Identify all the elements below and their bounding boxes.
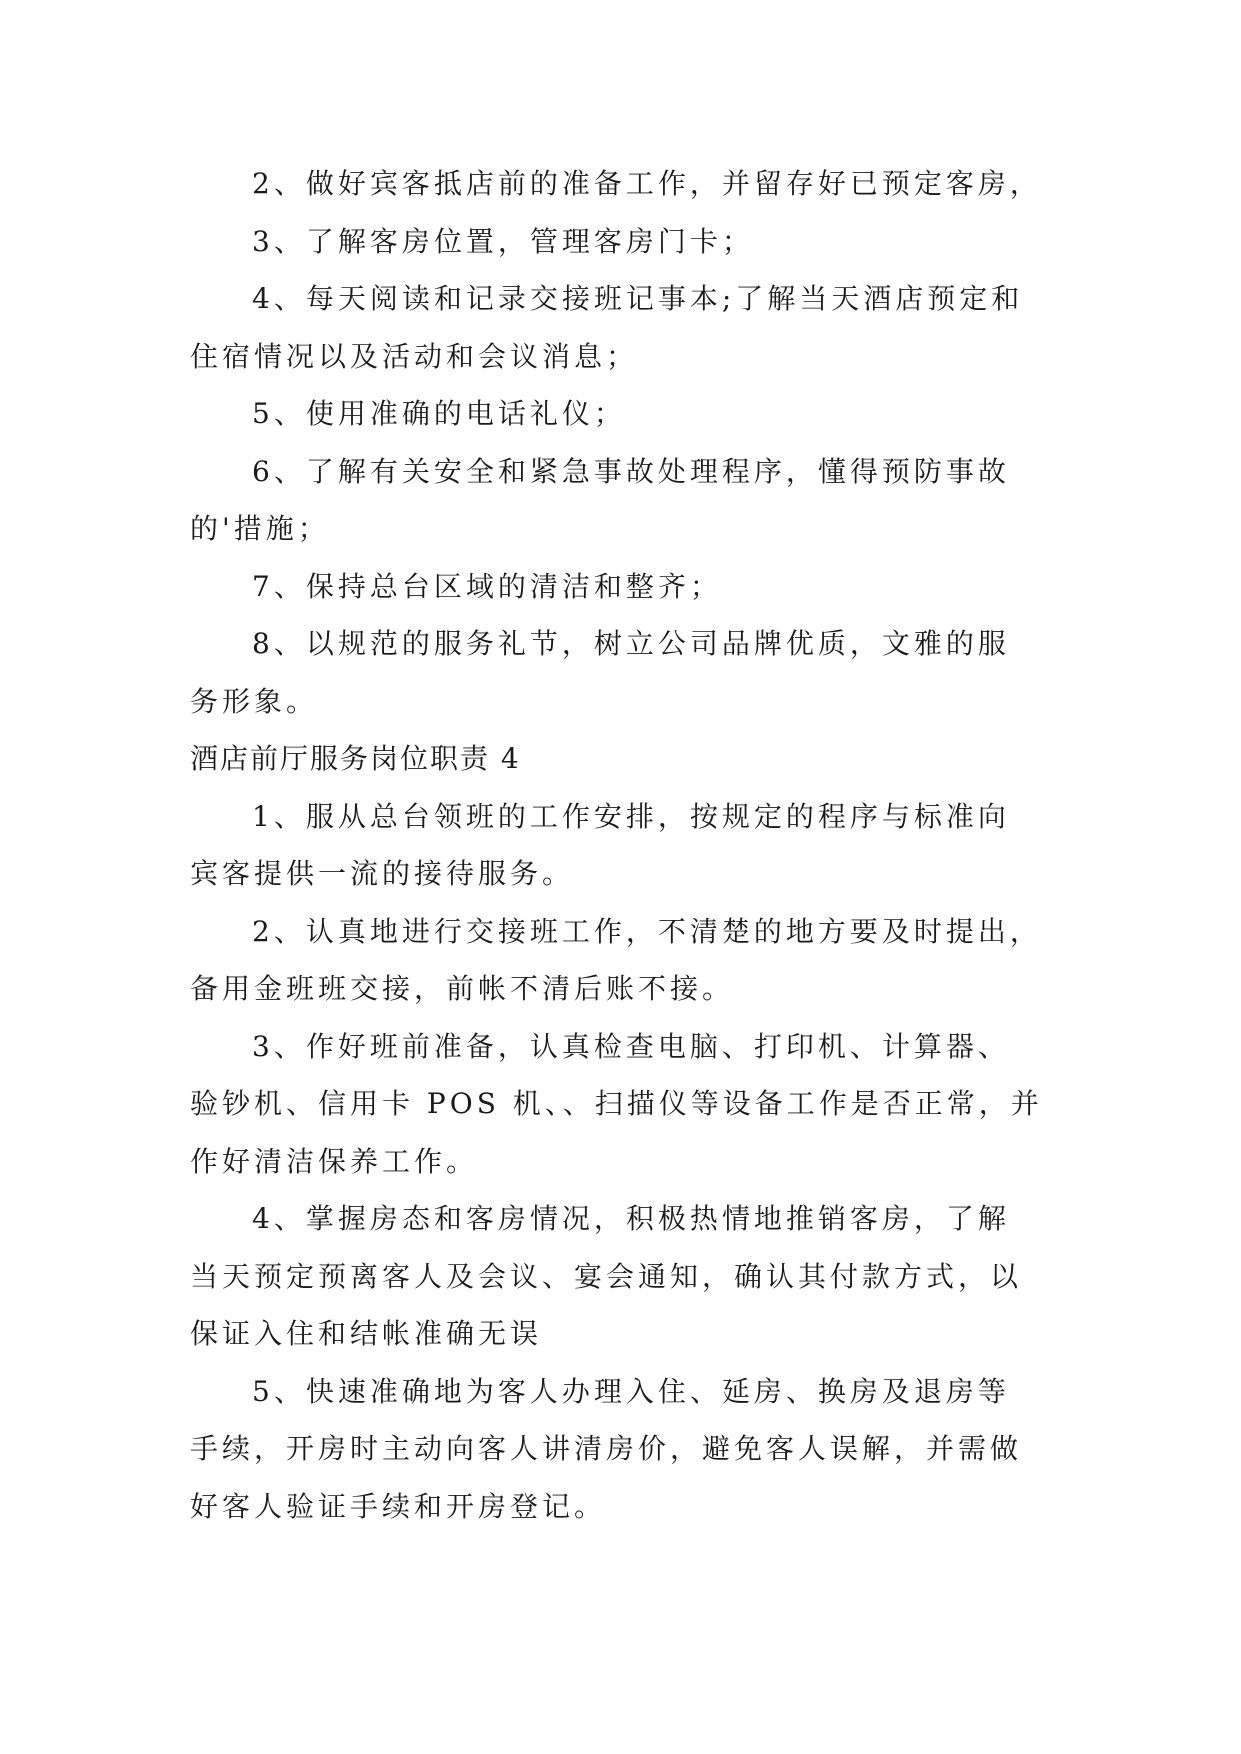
- paragraph-line: 3、作好班前准备，认真检查电脑、打印机、计算器、: [252, 1029, 1010, 1063]
- paragraph-8: [190, 615, 1060, 730]
- paragraph-4b: [190, 1190, 1060, 1363]
- paragraph-line: 1、服从总台领班的工作安排，按规定的程序与标准向: [252, 799, 1010, 833]
- paragraph-7: [190, 558, 1060, 616]
- paragraph-line: 4、掌握房态和客房情况，积极热情地推销客房，了解: [252, 1202, 1010, 1235]
- paragraph-line: 作好清洁保养工作。: [190, 1144, 479, 1178]
- paragraph-line: 4、每天阅读和记录交接班记事本;了解当天酒店预定和: [252, 282, 1024, 315]
- paragraph-2: [190, 155, 1060, 213]
- paragraph-4: [190, 270, 1060, 385]
- paragraph-line: 务形象。: [190, 684, 319, 718]
- paragraph-line: 7、保持总台区域的清洁和整齐；: [252, 569, 722, 603]
- paragraph-line: 2、做好宾客抵店前的准备工作，并留存好已预定客房，: [252, 167, 1042, 200]
- paragraph-line: 2、认真地进行交接班工作，不清楚的地方要及时提出，: [252, 914, 1042, 948]
- document-body: [190, 155, 1060, 1535]
- paragraph-line: 好客人验证手续和开房登记。: [190, 1489, 607, 1523]
- paragraph-line: 当天预定预离客人及会议、宴会通知，确认其付款方式，以: [190, 1259, 1023, 1293]
- paragraph-line: 8、以规范的服务礼节，树立公司品牌优质，文雅的服: [252, 627, 1010, 660]
- paragraph-1: [190, 788, 1060, 903]
- paragraph-line: 手续，开房时主动向客人讲清房价，避免客人误解，并需做: [190, 1432, 1023, 1465]
- paragraph-line: 3、了解客房位置，管理客房门卡；: [252, 224, 754, 258]
- paragraph-line: 备用金班班交接，前帐不清后账不接。: [190, 972, 735, 1005]
- paragraph-line: 5、使用准确的电话礼仪；: [252, 397, 626, 430]
- paragraph-line: 住宿情况以及活动和会议消息；: [190, 339, 639, 373]
- paragraph-line: 宾客提供一流的接待服务。: [190, 857, 575, 890]
- paragraph-2b: [190, 903, 1060, 1018]
- section-heading: 酒店前厅服务岗位职责 4: [190, 742, 521, 775]
- paragraph-5b: [190, 1363, 1060, 1536]
- paragraph-6: [190, 443, 1060, 558]
- paragraph-line: 验钞机、信用卡 POS 机、、扫描仪等设备工作是否正常，并: [190, 1087, 1043, 1120]
- paragraph-line: 5、快速准确地为客人办理入住、延房、换房及退房等: [252, 1374, 1010, 1408]
- paragraph-line: 的'措施；: [190, 512, 330, 545]
- paragraph-5: [190, 385, 1060, 443]
- paragraph-3b: [190, 1018, 1060, 1191]
- paragraph-3: [190, 213, 1060, 271]
- paragraph-line: 6、了解有关安全和紧急事故处理程序，懂得预防事故: [252, 454, 1010, 488]
- paragraph-line: 保证入住和结帐准确无误: [190, 1317, 543, 1350]
